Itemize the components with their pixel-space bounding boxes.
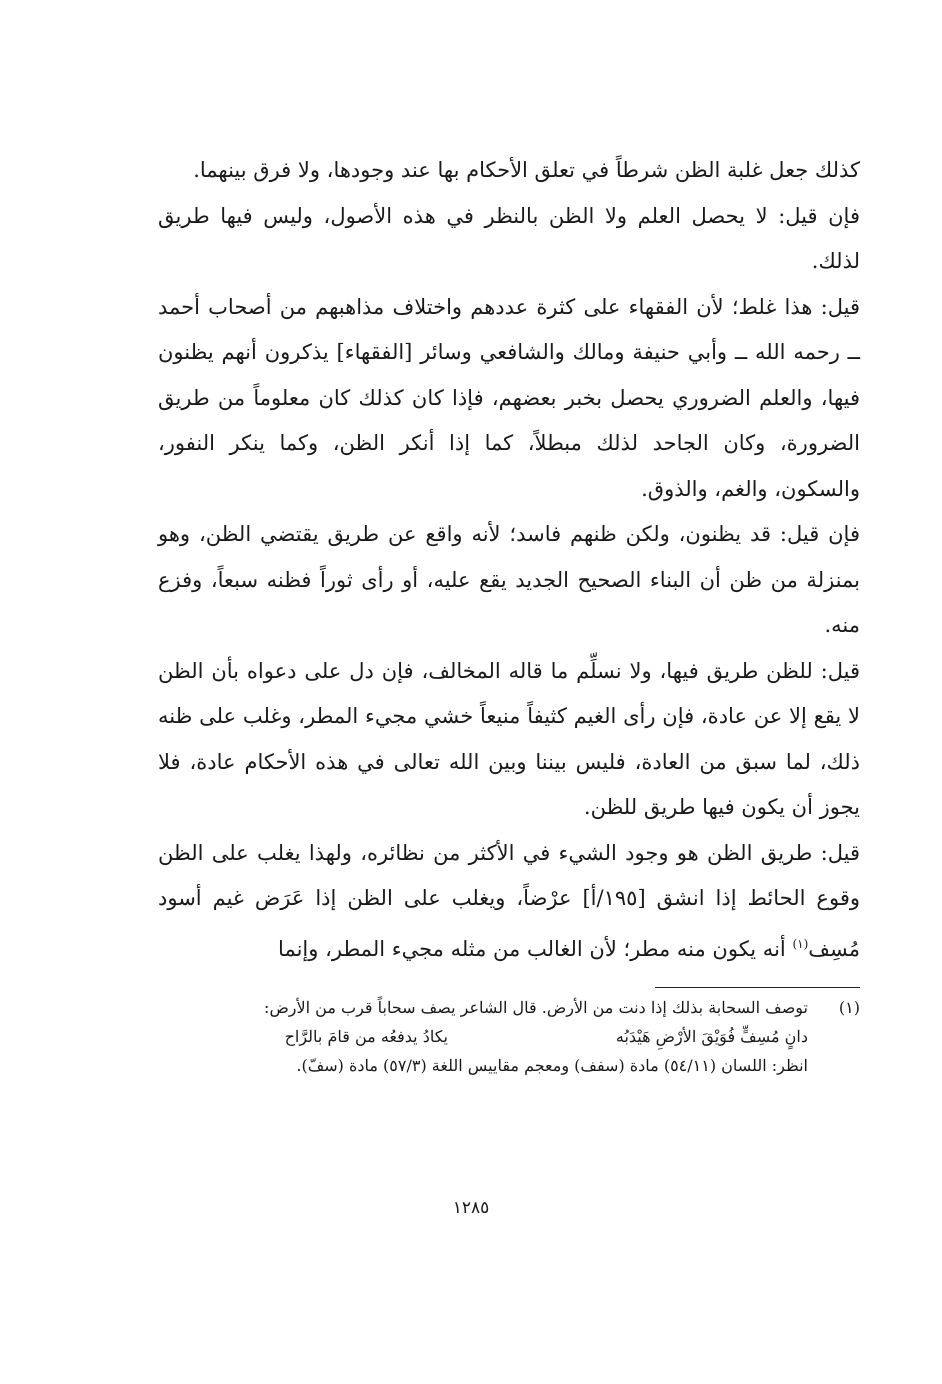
paragraph-6 bbox=[158, 831, 860, 973]
footnote-line: توصف السحابة بذلك إذا دنت من الأرض. قال الشاعر يصف سحاباً قرب من الأرض: bbox=[264, 998, 808, 1017]
paragraph-1: كذلك جعل غلبة الظن شرطاً في تعلق الأحكام بها عند وجودها، ولا فرق بينهما. bbox=[193, 158, 860, 182]
paragraph-6-text-end: أنه يكون منه مطر؛ لأن الغالب من مثله مجيء المطر، وإنما bbox=[278, 936, 793, 961]
verse-first-hemistich: دانٍ مُسِفٍّ فُوَيْقَ الأرْضِ هَيْدَبُه bbox=[615, 1027, 808, 1046]
footnote-1 bbox=[158, 993, 860, 1080]
paragraph-5: قيل: للظن طريق فيها، ولا نسلِّم ما قاله المخالف، فإن دل على دعواه بأن الظن لا يقع إلا عن عادة، فإن رأى الغيم كثيفاً منيعاً خشي مجيء المطر، وغلب على ظنه ذلك، لما سبق من العادة، فليس بيننا وبين الله تعالى في هذه الأحكام عادة، فلا يجوز أن يكون فيها طريق للظن. bbox=[158, 658, 860, 819]
footnote-reference-line: انظر: اللسان (٥٤/١١) مادة (سفف) ومعجم مقاييس اللغة (٥٧/٣) مادة (سفّ). bbox=[296, 1056, 808, 1075]
paragraph-3: قيل: هذا غلط؛ لأن الفقهاء على كثرة عددهم واختلاف مذاهبهم من أصحاب أحمد ــ رحمه الله ــ وأبي حنيفة ومالك والشافعي وسائر [الفقهاء] يذكرون أنهم يظنون فيها، والعلم الضروري يحصل بخبر بعضهم، فإذا كان كذلك كان معلوماً من طريق الضرورة، وكان الجاحد لذلك مبطلاً، كما إذا أنكر الظن، وكما ينكر النفور، والسكون، والغم، والذوق. bbox=[158, 294, 860, 501]
paragraph-2: فإن قيل: لا يحصل العلم ولا الظن بالنظر في هذه الأصول، وليس فيها طريق لذلك. bbox=[158, 203, 860, 273]
footnote-body bbox=[158, 993, 808, 1080]
page-number: ١٢٨٥ bbox=[452, 1198, 490, 1218]
poem-verse bbox=[158, 1022, 808, 1051]
paragraph-6-text: قيل: طريق الظن هو وجود الشيء في الأكثر من نظائره، ولهذا يغلب على الظن وقوع الحائط إذا انشق [١٩٥/أ] عرْضاً، ويغلب على الظن إذا عَرَض غيم أسود مُسِف bbox=[158, 840, 860, 961]
footnotes bbox=[158, 993, 860, 1080]
paragraph-4: فإن قيل: قد يظنون، ولكن ظنهم فاسد؛ لأنه واقع عن طريق يقتضي الظن، وهو بمنزلة من ظن أن البناء الصحيح الجديد يقع عليه، أو رأى ثوراً فظنه سبعاً، وفزع منه. bbox=[158, 522, 860, 637]
footnote-reference: (١) bbox=[792, 936, 809, 951]
main-text bbox=[158, 148, 860, 972]
verse-second-hemistich: يكادُ يدفعُه من قامَ بالرَّاح bbox=[284, 1027, 448, 1046]
footnote-divider bbox=[655, 987, 860, 988]
footnote-number: (١) bbox=[838, 998, 860, 1017]
